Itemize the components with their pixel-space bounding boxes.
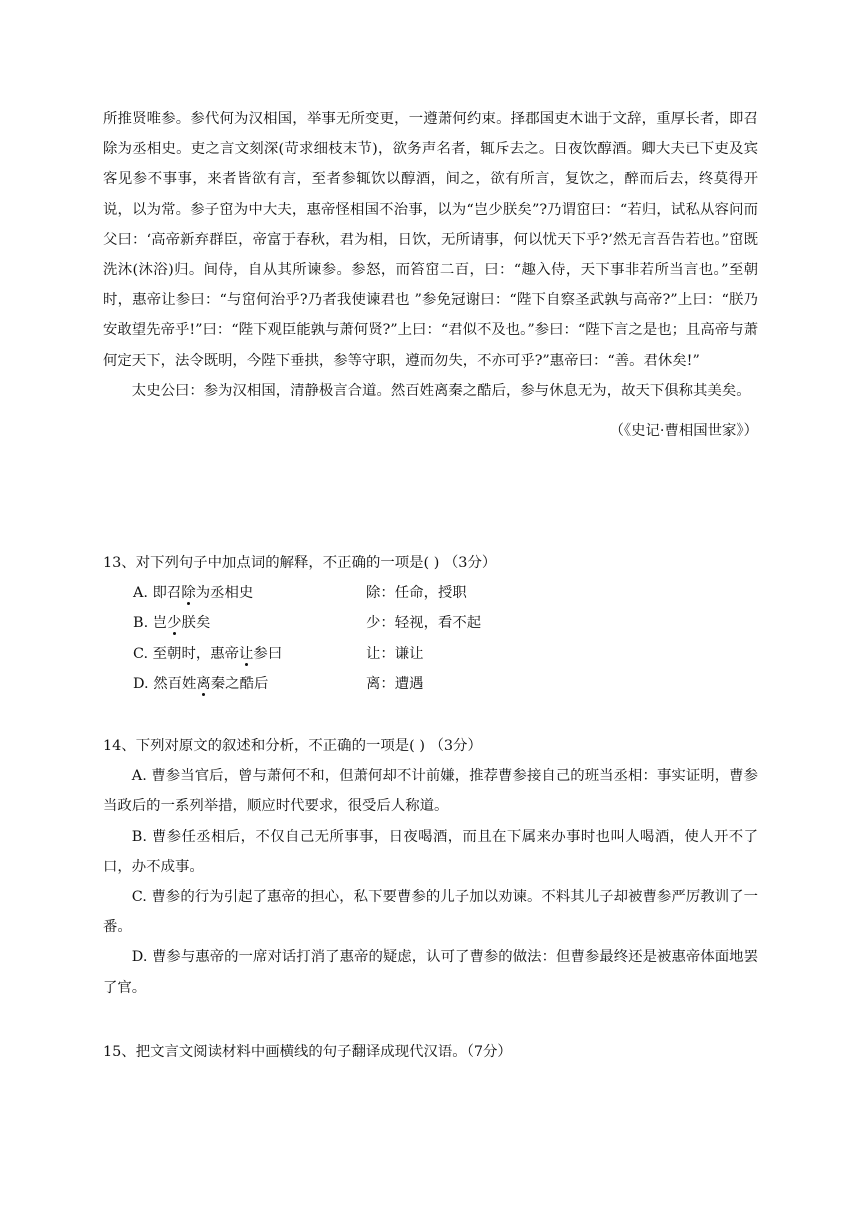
questions-section: [103, 548, 758, 1067]
passage-source: （《史记·曹相国世家》）: [609, 423, 758, 440]
q13-option-b-sentence: B. 岂少朕矣: [133, 615, 211, 632]
q13-option-a-sentence: A. 即召除为丞相史: [133, 585, 254, 602]
q13-option-b-gloss: 少：轻视，看不起: [366, 615, 482, 632]
passage-paragraph-2: 太史公曰：参为汉相国，清静极言合道。然百姓离秦之酷后，参与休息无为，故天下俱称其美矣。: [131, 382, 751, 399]
q13-option-c: [103, 639, 758, 669]
question-15-stem: 15、把文言文阅读材料中画横线的句子翻译成现代汉语。（7分）: [103, 1043, 512, 1060]
q14-option-b: B. 曹参任丞相后，不仅自己无所事事，日夜喝酒，而且在下属来办事时也叫人喝酒，使人开不了口，办不成事。: [103, 828, 758, 875]
classical-passage: [103, 104, 758, 446]
q13-option-a: [103, 578, 758, 608]
dotted-word: 离: [196, 675, 211, 692]
dotted-word: 除: [181, 585, 196, 602]
q13-option-c-sentence: C. 至朝时，惠帝让参曰: [133, 645, 283, 662]
q14-option-c: C. 曹参的行为引起了惠帝的担心，私下要曹参的儿子加以劝谏。不料其儿子却被曹参严厉教训了一番。: [103, 889, 758, 936]
dotted-word: 少: [167, 615, 182, 632]
q13-option-d-sentence: D. 然百姓离秦之酷后: [133, 675, 269, 692]
passage-paragraph-1: 所推贤唯参。参代何为汉相国，举事无所变更，一遵萧何约束。择郡国吏木诎于文辞，重厚长者，即召除为丞相史。吏之言文刻深(苛求细枝末节)，欲务声名者，辄斥去之。日夜饮醇酒。卿大夫已下吏及宾客见参不事事，来者皆欲有言，至者参辄饮以醇酒，间之，欲有所言，复饮之，醉而后去，终莫得开说，以为常。参子窋为中大夫，惠帝怪相国不治事，以为“岂少朕矣”?乃谓窋曰：“若归，试私从容问而父曰：‘高帝新弃群臣，帝富于春秋，君为相，日饮，无所请事，何以忧天下乎?’然无言吾告若也。”窋既洗沐(沐浴)归。间侍，自从其所谏参。参怒，而笞窋二百，曰：“趣入侍，天下事非若所当言也。”至朝时，惠帝让参曰：“与窋何治乎?乃者我使谏君也 ”参免冠谢曰：“陛下自察圣武孰与高帝?”上曰：“朕乃安敢望先帝乎!”曰：“陛下观臣能孰与萧何贤?”上曰：“君似不及也。”参曰：“陛下言之是也；且高帝与萧何定天下，法令既明，今陛下垂拱，参等守职，遵而勿失，不亦可乎?”惠帝曰：“善。君休矣!”: [103, 111, 758, 369]
q14-option-a: A. 曹参当官后，曾与萧何不和，但萧何却不计前嫌，推荐曹参接自己的班当丞相：事实证明，曹参当政后的一系列举措，顺应时代要求，很受后人称道。: [103, 768, 758, 815]
dotted-word: 让: [239, 645, 254, 662]
spacer: [103, 699, 758, 731]
q13-option-b: [103, 608, 758, 638]
q13-option-d-gloss: 离：遭遇: [366, 675, 424, 692]
question-13-stem: 13、对下列句子中加点词的解释，不正确的一项是( ) （3分）: [103, 555, 497, 571]
q13-option-a-gloss: 除：任命，授职: [366, 585, 467, 602]
q13-option-d: [103, 669, 758, 699]
question-14-stem: 14、下列对原文的叙述和分析，不正确的一项是( ) （3分）: [103, 738, 482, 755]
q14-option-d: D. 曹参与惠帝的一席对话打消了惠帝的疑虑，认可了曹参的做法：但曹参最终还是被惠帝体面地罢了官。: [103, 949, 758, 996]
spacer: [103, 1003, 758, 1037]
q13-option-c-gloss: 让：谦让: [366, 645, 424, 662]
